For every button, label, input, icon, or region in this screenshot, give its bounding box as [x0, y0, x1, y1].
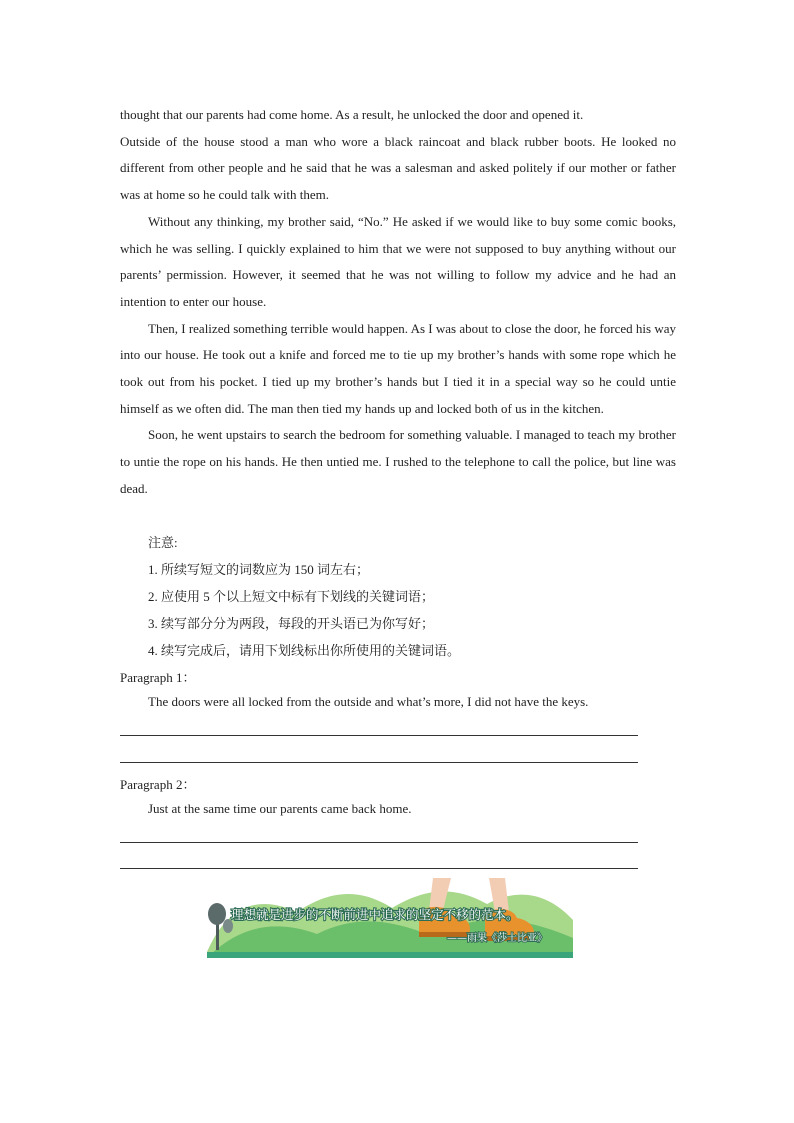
paragraph-2-prompt: Just at the same time our parents came back home.: [148, 801, 412, 816]
notes-item-2: 2. 应使用 5 个以上短文中标有下划线的关键词语；: [148, 589, 435, 604]
paragraph-1-label: Paragraph 1：: [120, 670, 196, 685]
banner-quote: 理想就是进步的不断前进中追求的坚定不移的范本。: [231, 907, 519, 922]
notes-section: [148, 529, 668, 664]
story-paragraph-4: Then, I realized something terrible would happen. As I was about to close the door, he forced his way into our house. He took out a knife and forced me to tie up my brother’s hands with some rope which he took out from his pocket. I tied up my brother’s hands but I tied it in a special way so he could untie himself as we often did. The man then tied my hands up and locked both of us in the kitchen.: [120, 320, 676, 416]
quote-banner: [207, 878, 573, 958]
answer-line[interactable]: [120, 735, 638, 736]
notes-title: 注意:: [148, 535, 178, 550]
answer-line[interactable]: [120, 762, 638, 763]
story-paragraph-2: Outside of the house stood a man who wore a black raincoat and black rubber boots. He looked no different from other people and he said that he was a salesman and asked politely if our mother or father was at home so he could talk with them.: [120, 133, 676, 203]
notes-item-4: 4. 续写完成后，请用下划线标出你所使用的关键词语。: [148, 643, 461, 658]
story-paragraph-3: Without any thinking, my brother said, “No.” He asked if we would like to buy some comic books, which he was selling. I quickly explained to him that we were not supposed to buy anything without our parents’ permission. However, it seemed that he was not willing to follow my advice and he had an intention to enter our house.: [120, 213, 676, 309]
answer-line[interactable]: [120, 842, 638, 843]
banner-author: ——雨果《莎士比亚》: [447, 933, 547, 944]
story-paragraph-1: thought that our parents had come home. As a result, he unlocked the door and opened it.: [120, 107, 584, 122]
story-text: [120, 102, 676, 503]
answer-line[interactable]: [120, 868, 638, 869]
story-paragraph-5: Soon, he went upstairs to search the bedroom for something valuable. I managed to teach my brother to untie the rope on his hands. He then untied me. I rushed to the telephone to call the police, but line was dead.: [120, 427, 676, 496]
notes-item-1: 1. 所续写短文的词数应为 150 词左右；: [148, 562, 370, 577]
notes-item-3: 3. 续写部分分为两段，每段的开头语已为你写好；: [148, 616, 435, 631]
paragraph-2-label: Paragraph 2：: [120, 777, 196, 792]
ground-strip: [207, 952, 573, 958]
paragraph-1-prompt: The doors were all locked from the outside and what’s more, I did not have the keys.: [148, 694, 589, 709]
